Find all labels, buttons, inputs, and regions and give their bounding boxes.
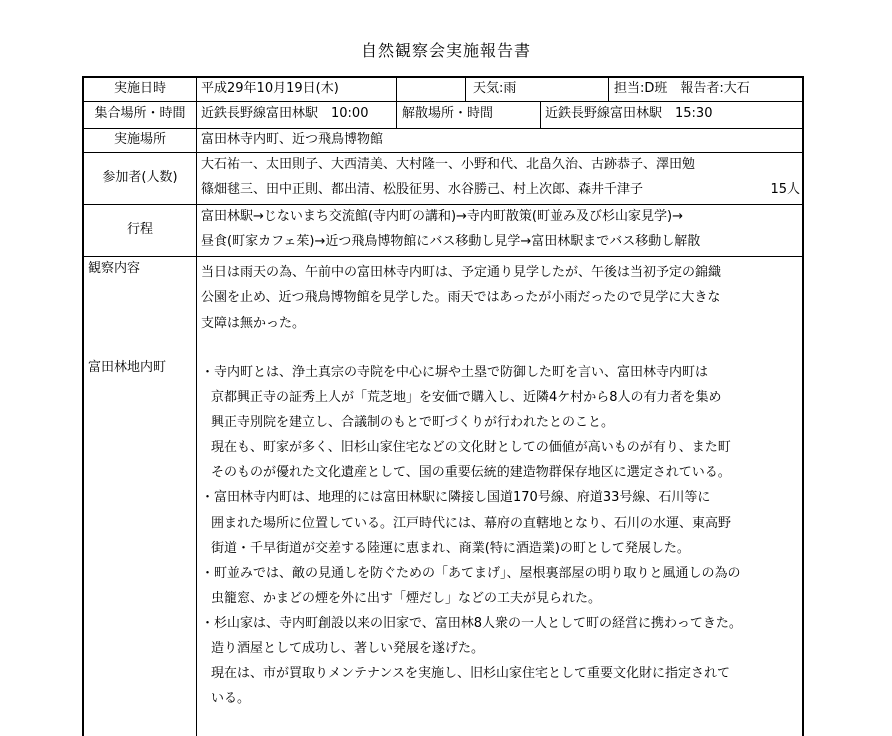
observation-line: 興正寺別院を建立し、合議制のもとで町づくりが行われたとのこと。 — [211, 415, 615, 430]
row-divider — [82, 256, 804, 257]
observation-line: 造り酒屋として成功し、著しい発展を遂げた。 — [211, 641, 485, 656]
cell-divider — [396, 101, 397, 128]
cell-divider — [608, 76, 609, 101]
label-column-divider — [196, 76, 197, 736]
observation-line: 支障は無かった。 — [201, 316, 306, 331]
meeting-label: 集合場所・時間 — [94, 106, 186, 121]
report-table — [82, 76, 804, 736]
date-value: 平成29年10月19日(木) — [201, 81, 339, 96]
observation-line: いる。 — [211, 691, 251, 706]
row-divider — [82, 152, 804, 153]
participant-count: 15人 — [770, 182, 800, 197]
cell-divider — [396, 76, 397, 101]
observation-line: ・杉山家は、寺内町創設以来の旧家で、富田林8人衆の一人として町の経営に携わってきた。 — [201, 616, 742, 631]
observation-line: ・町並みでは、敵の見通しを防ぐための「あてまげ」、屋根裏部屋の明り取りと風通しの為の — [201, 566, 741, 581]
cell-divider — [465, 76, 466, 101]
observation-line: 京都興正寺の証秀上人が「荒芝地」を安価で購入し、近隣4ケ村から8人の有力者を集め — [211, 390, 722, 405]
observation-line: ・寺内町とは、浄土真宗の寺院を中心に塀や土塁で防御した町を言い、富田林寺内町は — [201, 365, 709, 380]
observation-line: 囲まれた場所に位置している。江戸時代には、幕府の直轄地となり、石川の水運、東高野 — [211, 516, 732, 531]
observation-line: 公園を止め、近つ飛鳥博物館を見学した。雨天ではあったが小雨だったので見学に大きな — [201, 290, 721, 305]
row-divider — [82, 101, 804, 102]
itinerary-label: 行程 — [126, 222, 153, 237]
meeting-value: 近鉄長野線富田林駅 10:00 — [201, 106, 369, 121]
staff-value: 担当:D班 報告者:大石 — [614, 81, 750, 96]
date-label: 実施日時 — [113, 81, 166, 96]
section-label: 富田林地内町 — [88, 360, 167, 375]
participants-line: 大石祐一、太田則子、大西清美、大村隆一、小野和代、北畠久治、古跡恭子、澤田勉 — [201, 157, 696, 172]
observation-line: 現在は、市が買取りメンテナンスを実施し、旧杉山家住宅として重要文化財に指定されて — [211, 666, 730, 681]
observation-line: 現在も、町家が多く、旧杉山家住宅などの文化財としての価値が高いものが有り、また町 — [211, 440, 731, 455]
dispersal-label: 解散場所・時間 — [402, 106, 494, 121]
observation-line: そのものが優れた文化遺産として、国の重要伝統的建造物群保存地区に選定されている。 — [211, 465, 731, 480]
dispersal-value: 近鉄長野線富田林駅 15:30 — [545, 106, 713, 121]
participants-line: 篠畑毬三、田中正則、都出清、松股征男、水谷勝己、村上次郎、森井千津子 — [201, 182, 644, 197]
observation-line: 当日は雨天の為、午前中の富田林寺内町は、予定通り見学したが、午後は当初予定の錦織 — [201, 265, 722, 280]
table-right-border — [802, 76, 804, 736]
itinerary-line: 富田林駅→じないまち交流館(寺内町の講和)→寺内町散策(町並み及び杉山家見学)→ — [201, 209, 683, 224]
itinerary-line: 昼食(町家カフェ茱)→近つ飛鳥博物館にバス移動し見学→富田林駅までバス移動し解散 — [201, 234, 701, 249]
cell-divider — [540, 101, 541, 128]
weather-value: 天気:雨 — [473, 81, 517, 96]
place-value: 富田林寺内町、近つ飛鳥博物館 — [201, 132, 384, 147]
observation-line: 虫籠窓、かまどの煙を外に出す「煙だし」などの工夫が見られた。 — [211, 591, 602, 606]
participants-label: 参加者(人数) — [102, 170, 178, 185]
observation-line: ・富田林寺内町は、地理的には富田林駅に隣接し国道170号線、府道33号線、石川等に — [201, 490, 711, 505]
observation-line: 街道・千早街道が交差する陸運に恵まれ、商業(特に酒造業)の町として発展した。 — [211, 541, 690, 556]
report-title: 自然観察会実施報告書 — [360, 41, 531, 60]
observation-label: 観察内容 — [88, 261, 141, 276]
place-label: 実施場所 — [113, 132, 166, 147]
row-divider — [82, 204, 804, 205]
